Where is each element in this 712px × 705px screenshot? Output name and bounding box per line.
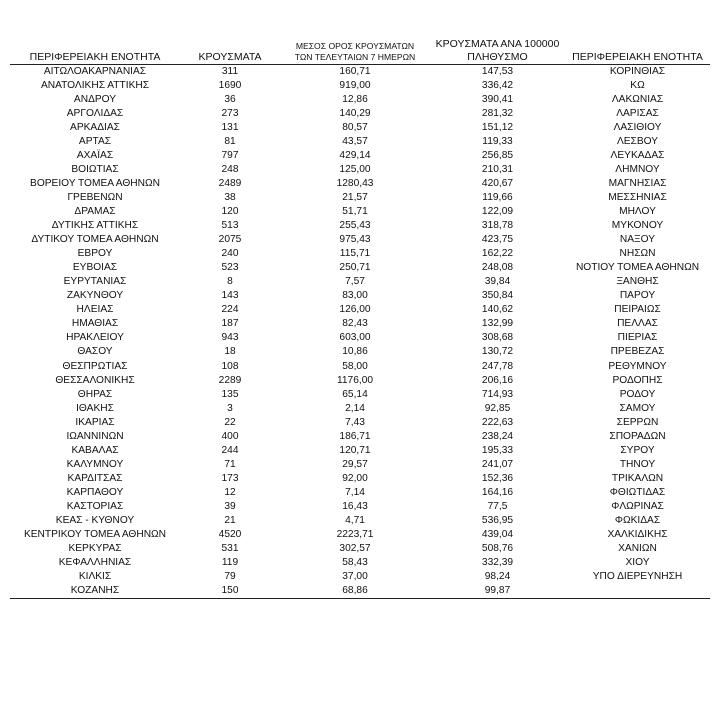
cell-cases-per-100k: 152,36 (481, 472, 514, 484)
table-row (10, 79, 710, 93)
cell-cases-per-100k: 132,99 (481, 318, 514, 330)
table-row (10, 135, 710, 149)
cell-cases-per-100k: 420,67 (481, 177, 514, 189)
table-row (10, 191, 710, 205)
cell-region: ΚΕΑΣ - ΚΥΘΝΟΥ (55, 515, 135, 527)
cell-region: ΔΥΤΙΚΟΥ ΤΟΜΕΑ ΑΘΗΝΩΝ (31, 234, 159, 246)
cell-region-2: ΝΟΤΙΟΥ ΤΟΜΕΑ ΑΘΗΝΩΝ (575, 262, 700, 274)
cell-cases: 187 (221, 318, 239, 330)
cell-cases: 150 (180, 584, 280, 599)
table-header (10, 34, 710, 64)
table-row (10, 570, 710, 584)
cell-region-2: ΧΑΛΚΙΔΙΚΗΣ (607, 529, 668, 541)
cell-region-2: ΞΑΝΘΗΣ (616, 276, 659, 288)
cell-region-2: ΛΗΜΝΟΥ (615, 163, 660, 175)
table-body (10, 64, 710, 599)
cell-seven-day-average: 58,00 (342, 360, 368, 372)
table-row (10, 64, 710, 79)
cell-seven-day-average: 7,43 (345, 416, 365, 428)
cell-region-2: ΜΗΛΟΥ (619, 205, 656, 217)
cell-cases: 12 (224, 486, 236, 498)
cell-cases: 2075 (218, 234, 242, 246)
cell-region: ΘΑΣΟΥ (77, 346, 113, 358)
cell-cases: 39 (224, 500, 236, 512)
table-row (10, 486, 710, 500)
table-row (10, 584, 710, 599)
cell-seven-day-average: 58,43 (342, 557, 368, 569)
table-row (10, 528, 710, 542)
cell-cases-per-100k: 714,93 (481, 388, 514, 400)
table-row (10, 331, 710, 345)
cell-region-2: ΧΑΝΙΩΝ (618, 543, 657, 555)
cell-cases-per-100k: 336,42 (481, 79, 514, 91)
table-row (10, 430, 710, 444)
cell-region: ΚΟΖΑΝΗΣ (10, 584, 180, 599)
cell-cases-per-100k: 439,04 (481, 529, 514, 541)
cell-seven-day-average: 12,86 (342, 93, 368, 105)
cell-cases: 2489 (218, 177, 242, 189)
cell-cases-per-100k: 536,95 (481, 515, 514, 527)
header-cases-per-100k-line1: ΚΡΟΥΣΜΑΤΑ ΑΝΑ 100000 (435, 37, 560, 50)
cell-region: ΗΡΑΚΛΕΙΟΥ (66, 332, 124, 344)
table-row (10, 163, 710, 177)
cell-region: ΙΘΑΚΗΣ (76, 402, 114, 414)
cell-region: ΓΡΕΒΕΝΩΝ (67, 191, 123, 203)
cell-cases-per-100k: 241,07 (481, 458, 514, 470)
header-cases: ΚΡΟΥΣΜΑΤΑ (180, 34, 280, 64)
table-row (10, 514, 710, 528)
table-row (10, 345, 710, 359)
cell-cases-per-100k: 77,5 (487, 500, 508, 512)
cell-region-2: ΤΡΙΚΑΛΩΝ (611, 472, 664, 484)
table-row (10, 416, 710, 430)
cell-seven-day-average: 21,57 (342, 191, 368, 203)
cell-seven-day-average: 7,57 (345, 276, 365, 288)
table-row (10, 149, 710, 163)
cell-cases: 273 (221, 107, 239, 119)
cell-cases: 135 (221, 388, 239, 400)
cell-cases-per-100k: 247,78 (481, 360, 514, 372)
cell-cases: 943 (221, 332, 239, 344)
cell-region: ΑΝΔΡΟΥ (73, 93, 117, 105)
cell-cases: 79 (224, 571, 236, 583)
cell-cases-per-100k: 119,33 (482, 135, 513, 147)
cell-region: ΘΕΣΣΑΛΟΝΙΚΗΣ (55, 374, 135, 386)
cell-seven-day-average: 186,71 (339, 430, 371, 442)
cell-cases-per-100k: 423,75 (481, 234, 514, 246)
cell-region-2: ΜΑΓΝΗΣΙΑΣ (608, 177, 667, 189)
cell-seven-day-average: 37,00 (342, 571, 368, 583)
cell-cases: 143 (221, 290, 239, 302)
table-row (10, 205, 710, 219)
cell-region: ΚΕΡΚΥΡΑΣ (68, 543, 122, 555)
table-row (10, 542, 710, 556)
cell-cases: 119 (221, 557, 239, 569)
cell-region: ΒΟΙΩΤΙΑΣ (71, 163, 119, 175)
cell-cases-per-100k: 162,22 (481, 248, 514, 260)
cell-seven-day-average: 603,00 (339, 332, 371, 344)
cell-cases: 4520 (218, 529, 242, 541)
table-row (10, 458, 710, 472)
cell-seven-day-average: 4,71 (345, 515, 365, 527)
cell-region: ΑΡΓΟΛΙΔΑΣ (66, 107, 124, 119)
cell-region: ΗΛΕΙΑΣ (76, 304, 114, 316)
cell-region-2: ΡΟΔΟΠΗΣ (612, 374, 663, 386)
cell-region: ΕΥΡΥΤΑΝΙΑΣ (63, 276, 127, 288)
cell-region-2: ΛΕΣΒΟΥ (616, 135, 659, 147)
table-row (10, 374, 710, 388)
cases-table (10, 34, 710, 599)
cell-cases: 18 (224, 346, 236, 358)
cell-seven-day-average: 120,71 (339, 444, 371, 456)
cell-cases-per-100k: 390,41 (481, 93, 514, 105)
cell-cases: 224 (221, 304, 239, 316)
cell-region: ΚΙΛΚΙΣ (78, 571, 112, 583)
cell-region: ΑΡΚΑΔΙΑΣ (70, 121, 120, 133)
cell-cases-per-100k: 151,12 (481, 121, 514, 133)
cell-region-2: ΠΡΕΒΕΖΑΣ (610, 346, 665, 358)
table-row (10, 303, 710, 317)
cell-cases: 108 (221, 360, 239, 372)
cell-seven-day-average: 7,14 (345, 486, 365, 498)
cell-cases-per-100k: 140,62 (481, 304, 514, 316)
cell-region-2: ΣΑΜΟΥ (619, 402, 656, 414)
cell-region: ΑΝΑΤΟΛΙΚΗΣ ΑΤΤΙΚΗΣ (40, 79, 150, 91)
table-row (10, 444, 710, 458)
cell-cases-per-100k: 92,85 (484, 402, 511, 414)
cell-seven-day-average: 16,43 (342, 500, 368, 512)
cell-seven-day-average: 140,29 (339, 107, 371, 119)
cell-cases: 2289 (218, 374, 242, 386)
cell-region: ΖΑΚΥΝΘΟΥ (66, 290, 124, 302)
cell-region: ΙΚΑΡΙΑΣ (75, 416, 115, 428)
cell-seven-day-average: 82,43 (342, 318, 368, 330)
table-row (10, 359, 710, 373)
table-row (10, 93, 710, 107)
cell-cases-per-100k: 238,24 (481, 430, 514, 442)
table-row (10, 388, 710, 402)
cell-region-2: ΠΑΡΟΥ (619, 290, 656, 302)
cell-cases: 38 (224, 191, 236, 203)
cell-region-2: ΜΕΣΣΗΝΙΑΣ (608, 191, 667, 203)
table-row (10, 247, 710, 261)
table-row (10, 121, 710, 135)
header-seven-day-average-line2: ΤΩΝ ΤΕΛΕΥΤΑΙΩΝ 7 ΗΜΕΡΩΝ (294, 51, 416, 62)
cell-region-2: ΚΩ (630, 79, 645, 91)
cell-region-2: ΛΑΣΙΘΙΟΥ (613, 121, 662, 133)
cell-region: ΕΒΡΟΥ (77, 248, 113, 260)
cell-seven-day-average: 125,00 (339, 163, 371, 175)
covid-cases-table-sheet (10, 34, 710, 599)
cell-region: ΙΩΑΝΝΙΝΩΝ (66, 430, 124, 442)
cell-region: ΑΙΤΩΛΟΑΚΑΡΝΑΝΙΑΣ (43, 65, 147, 77)
cell-region: ΑΧΑΪΑΣ (76, 149, 114, 161)
cell-region: ΚΑΡΠΑΘΟΥ (66, 486, 124, 498)
cell-cases: 8 (227, 276, 233, 288)
cell-cases: 131 (221, 121, 239, 133)
cell-region: ΚΕΝΤΡΙΚΟΥ ΤΟΜΕΑ ΑΘΗΝΩΝ (23, 529, 167, 541)
cell-region: ΚΕΦΑΛΛΗΝΙΑΣ (58, 557, 132, 569)
table-row (10, 402, 710, 416)
cell-region: ΔΡΑΜΑΣ (74, 205, 116, 217)
cell-seven-day-average: 919,00 (339, 79, 371, 91)
cell-seven-day-average: 255,43 (339, 220, 371, 232)
cell-cases: 797 (221, 149, 239, 161)
table-row (10, 233, 710, 247)
cell-cases-per-100k: 508,76 (481, 543, 514, 555)
cell-cases: 22 (224, 416, 236, 428)
cell-cases-per-100k: 39,84 (484, 276, 511, 288)
header-seven-day-average (280, 34, 430, 64)
cell-cases: 36 (224, 93, 236, 105)
cell-seven-day-average: 10,86 (342, 346, 368, 358)
cell-seven-day-average: 80,57 (342, 121, 368, 133)
cell-region: ΕΥΒΟΙΑΣ (72, 262, 118, 274)
cell-region: ΗΜΑΘΙΑΣ (71, 318, 119, 330)
cell-region: ΚΑΛΥΜΝΟΥ (66, 458, 124, 470)
cell-region-2: ΥΠΟ ΔΙΕΡΕΥΝΗΣΗ (592, 571, 683, 583)
cell-seven-day-average: 2,14 (345, 402, 365, 414)
table-row (10, 177, 710, 191)
cell-cases: 248 (221, 163, 239, 175)
cell-seven-day-average: 160,71 (339, 65, 371, 77)
table-row (10, 107, 710, 121)
cell-cases-per-100k: 248,08 (481, 262, 514, 274)
cell-cases: 531 (221, 543, 239, 555)
cell-region: ΚΑΣΤΟΡΙΑΣ (66, 500, 124, 512)
cell-region-2: ΤΗΝΟΥ (619, 458, 656, 470)
header-region: ΠΕΡΙΦΕΡΕΙΑΚΗ ΕΝΟΤΗΤΑ (10, 34, 180, 64)
cell-seven-day-average: 68,86 (280, 584, 430, 599)
cell-region: ΚΑΒΑΛΑΣ (71, 444, 119, 456)
cell-region-2: ΠΙΕΡΙΑΣ (617, 332, 658, 344)
header-seven-day-average-line1: ΜΕΣΟΣ ΟΡΟΣ ΚΡΟΥΣΜΑΤΩΝ (295, 40, 415, 51)
cell-region-2: ΜΥΚΟΝΟΥ (611, 220, 664, 232)
cell-seven-day-average: 975,43 (339, 234, 371, 246)
cell-region-2: ΦΛΩΡΙΝΑΣ (611, 500, 664, 512)
table-row (10, 261, 710, 275)
cell-cases: 120 (221, 205, 239, 217)
cell-seven-day-average: 302,57 (339, 543, 371, 555)
header-cases-per-100k (430, 34, 565, 64)
cell-cases-per-100k: 350,84 (481, 290, 514, 302)
cell-region-2: ΡΕΘΥΜΝΟΥ (608, 360, 667, 372)
cell-seven-day-average: 29,57 (342, 458, 368, 470)
cell-cases-per-100k: 210,31 (481, 163, 514, 175)
table-row (10, 556, 710, 570)
cell-region-2: ΦΘΙΩΤΙΔΑΣ (609, 486, 666, 498)
cell-cases-per-100k: 332,39 (481, 557, 514, 569)
cell-seven-day-average: 83,00 (342, 290, 368, 302)
cell-region-2 (565, 584, 710, 599)
cell-seven-day-average: 2223,71 (336, 529, 374, 541)
cell-cases-per-100k: 130,72 (481, 346, 514, 358)
cell-region-2: ΣΕΡΡΩΝ (616, 416, 659, 428)
cell-region: ΔΥΤΙΚΗΣ ΑΤΤΙΚΗΣ (51, 220, 139, 232)
cell-cases-per-100k: 99,87 (430, 584, 565, 599)
cell-region-2: ΡΟΔΟΥ (619, 388, 656, 400)
table-row (10, 317, 710, 331)
cell-region-2: ΛΑΡΙΣΑΣ (616, 107, 659, 119)
cell-cases: 1690 (218, 79, 242, 91)
cell-seven-day-average: 1280,43 (336, 177, 374, 189)
cell-cases: 513 (221, 220, 239, 232)
cell-cases: 81 (224, 135, 236, 147)
cell-seven-day-average: 126,00 (339, 304, 371, 316)
cell-cases-per-100k: 318,78 (481, 220, 514, 232)
cell-cases-per-100k: 206,16 (481, 374, 514, 386)
cell-seven-day-average: 92,00 (342, 472, 368, 484)
table-row (10, 500, 710, 514)
cell-seven-day-average: 65,14 (342, 388, 368, 400)
cell-region: ΘΗΡΑΣ (77, 388, 113, 400)
cell-region-2: ΦΩΚΙΔΑΣ (614, 515, 661, 527)
cell-cases-per-100k: 256,85 (481, 149, 514, 161)
cell-region-2: ΣΥΡΟΥ (620, 444, 655, 456)
cell-seven-day-average: 51,71 (342, 205, 368, 217)
cell-cases: 71 (224, 458, 236, 470)
header-region-2: ΠΕΡΙΦΕΡΕΙΑΚΗ ΕΝΟΤΗΤΑ (565, 34, 710, 64)
cell-region-2: ΛΑΚΩΝΙΑΣ (611, 93, 664, 105)
cell-cases: 3 (227, 402, 233, 414)
header-cases-per-100k-line2: ΠΛΗΘΥΣΜΟ (467, 50, 528, 63)
cell-cases-per-100k: 98,24 (484, 571, 511, 583)
cell-region: ΒΟΡΕΙΟΥ ΤΟΜΕΑ ΑΘΗΝΩΝ (30, 177, 160, 189)
cell-region-2: ΚΟΡΙΝΘΙΑΣ (609, 65, 666, 77)
cell-cases: 311 (221, 65, 239, 77)
cell-cases: 21 (224, 515, 236, 527)
cell-region: ΑΡΤΑΣ (78, 135, 112, 147)
cell-cases-per-100k: 122,09 (481, 205, 514, 217)
cell-region: ΘΕΣΠΡΩΤΙΑΣ (62, 360, 128, 372)
cell-region-2: ΛΕΥΚΑΔΑΣ (610, 149, 665, 161)
cell-cases: 173 (221, 472, 239, 484)
cell-region-2: ΝΑΞΟΥ (619, 234, 656, 246)
cell-cases-per-100k: 164,16 (481, 486, 514, 498)
cell-region-2: ΧΙΟΥ (625, 557, 650, 569)
cell-cases-per-100k: 119,66 (482, 191, 513, 203)
cell-region-2: ΣΠΟΡΑΔΩΝ (609, 430, 666, 442)
cell-cases-per-100k: 281,32 (481, 107, 514, 119)
cell-seven-day-average: 43,57 (342, 135, 368, 147)
table-row (10, 219, 710, 233)
cell-seven-day-average: 115,71 (339, 248, 371, 260)
table-row (10, 289, 710, 303)
cell-cases-per-100k: 147,53 (481, 65, 514, 77)
cell-seven-day-average: 1176,00 (336, 374, 374, 386)
cell-region: ΚΑΡΔΙΤΣΑΣ (67, 472, 123, 484)
cell-cases-per-100k: 195,33 (481, 444, 514, 456)
cell-region-2: ΠΕΛΛΑΣ (617, 318, 658, 330)
table-row (10, 275, 710, 289)
cell-region-2: ΝΗΣΩΝ (619, 248, 656, 260)
cell-cases-per-100k: 308,68 (481, 332, 514, 344)
cell-cases: 244 (221, 444, 239, 456)
cell-region-2: ΠΕΙΡΑΙΩΣ (614, 304, 661, 316)
cell-cases-per-100k: 222,63 (481, 416, 514, 428)
cell-cases: 523 (221, 262, 239, 274)
cell-seven-day-average: 429,14 (339, 149, 371, 161)
cell-cases: 240 (221, 248, 239, 260)
cell-cases: 400 (221, 430, 239, 442)
table-row (10, 472, 710, 486)
cell-seven-day-average: 250,71 (339, 262, 371, 274)
